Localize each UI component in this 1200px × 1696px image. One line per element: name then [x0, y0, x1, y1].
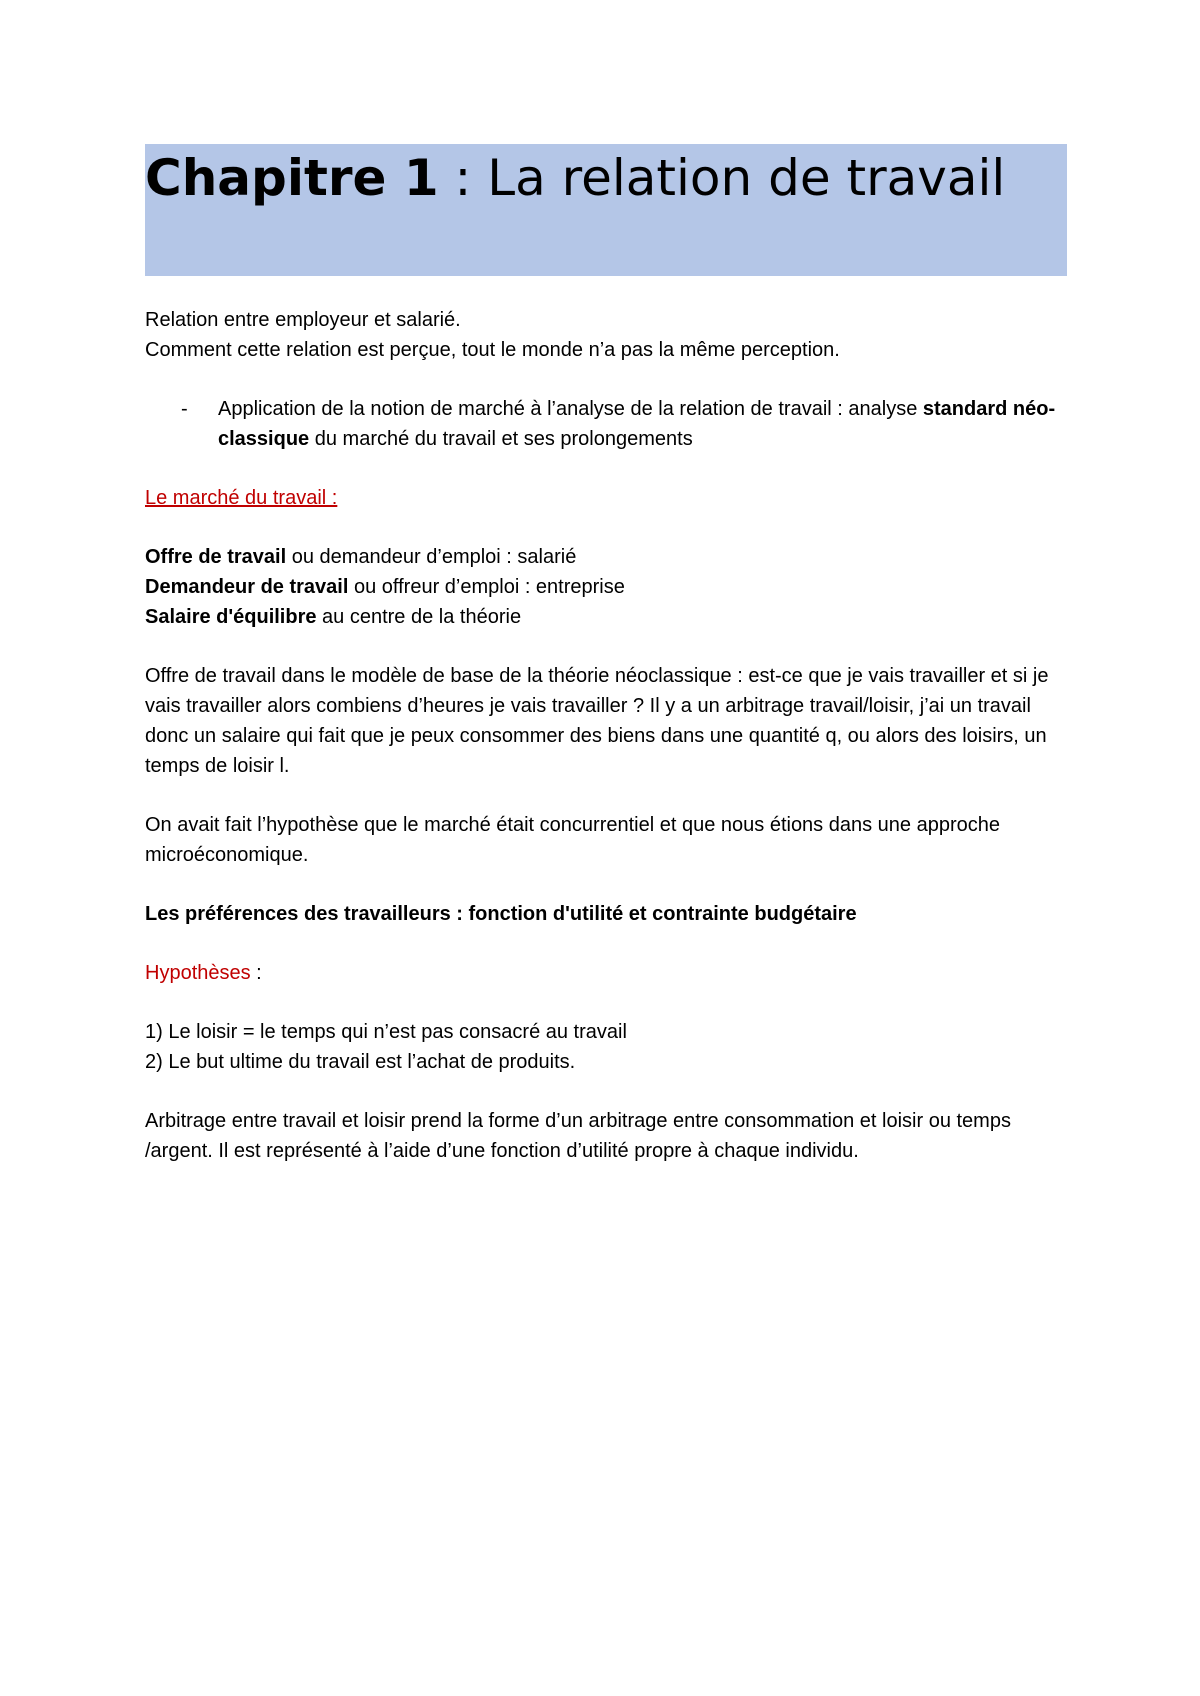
hypotheses-heading: [145, 958, 1075, 988]
paragraph-hypothese-marche: On avait fait l’hypothèse que le marché était concurrentiel et que nous étions dans une approche microéconomique.: [145, 814, 1000, 866]
hypotheses-colon: :: [250, 962, 262, 984]
spacer: [145, 365, 1075, 394]
spacer: [145, 988, 1075, 1017]
hypotheses-label: Hypothèses: [145, 962, 251, 984]
spacer: [145, 1077, 1075, 1106]
spacer: [145, 781, 1075, 810]
spacer: [145, 454, 1075, 483]
chapter-title: [145, 144, 1067, 276]
bullet-text-start: Application de la notion de marché à l’analyse de la relation de travail : analyse: [218, 398, 923, 420]
spacer: [145, 632, 1075, 661]
bullet-item: [145, 394, 1075, 454]
definition-term: Demandeur de travail: [145, 576, 349, 598]
intro-line-2: Comment cette relation est perçue, tout le monde n’a pas la même perception.: [145, 339, 840, 361]
definition-term: Offre de travail: [145, 546, 287, 568]
definition-demandeur: [145, 572, 1075, 602]
spacer: [145, 929, 1075, 958]
chapter-title-text: : La relation de travail: [438, 149, 1006, 207]
spacer: [145, 513, 1075, 542]
chapter-number: Chapitre 1: [145, 149, 439, 207]
section-heading-marche: Le marché du travail :: [145, 487, 338, 509]
definition-desc: au centre de la théorie: [316, 606, 522, 628]
definition-desc: ou demandeur d’emploi : salarié: [286, 546, 577, 568]
definition-term: Salaire d'équilibre: [145, 606, 317, 628]
bullet-dash: -: [181, 398, 188, 420]
hypothesis-item-2: 2) Le but ultime du travail est l’achat de produits.: [145, 1051, 576, 1073]
intro-line-1: Relation entre employeur et salarié.: [145, 309, 461, 331]
paragraph-arbitrage: Arbitrage entre travail et loisir prend la forme d’un arbitrage entre consommation et loisir ou temps /argent. Il est représenté à l’aide d’une fonction d’utilité propre à chaque individu.: [145, 1110, 1011, 1162]
paragraph-offre-travail: Offre de travail dans le modèle de base de la théorie néoclassique : est-ce que je vais travailler et si je vais travailler alors combiens d’heures je vais travailler ? Il y a un arbitrage travail/loisir, j’ai un travail donc un salaire qui fait que je peux consommer des biens dans une quantité q, ou alors des loisirs, un temps de loisir l.: [145, 665, 1049, 777]
bullet-bold-term: standard néo-classique: [218, 398, 1056, 450]
definition-offre: [145, 542, 1075, 572]
section-heading-preferences-text: Les préférences des travailleurs : fonction d'utilité et contrainte budgétaire: [145, 903, 857, 925]
hypothesis-item-1: 1) Le loisir = le temps qui n’est pas consacré au travail: [145, 1021, 627, 1043]
bullet-text-end: du marché du travail et ses prolongements: [309, 428, 693, 450]
spacer: [145, 870, 1075, 899]
section-heading-preferences: [145, 899, 1075, 929]
definition-desc: ou offreur d’emploi : entreprise: [348, 576, 625, 598]
document-body: [145, 305, 1075, 1166]
definition-salaire: [145, 602, 1075, 632]
